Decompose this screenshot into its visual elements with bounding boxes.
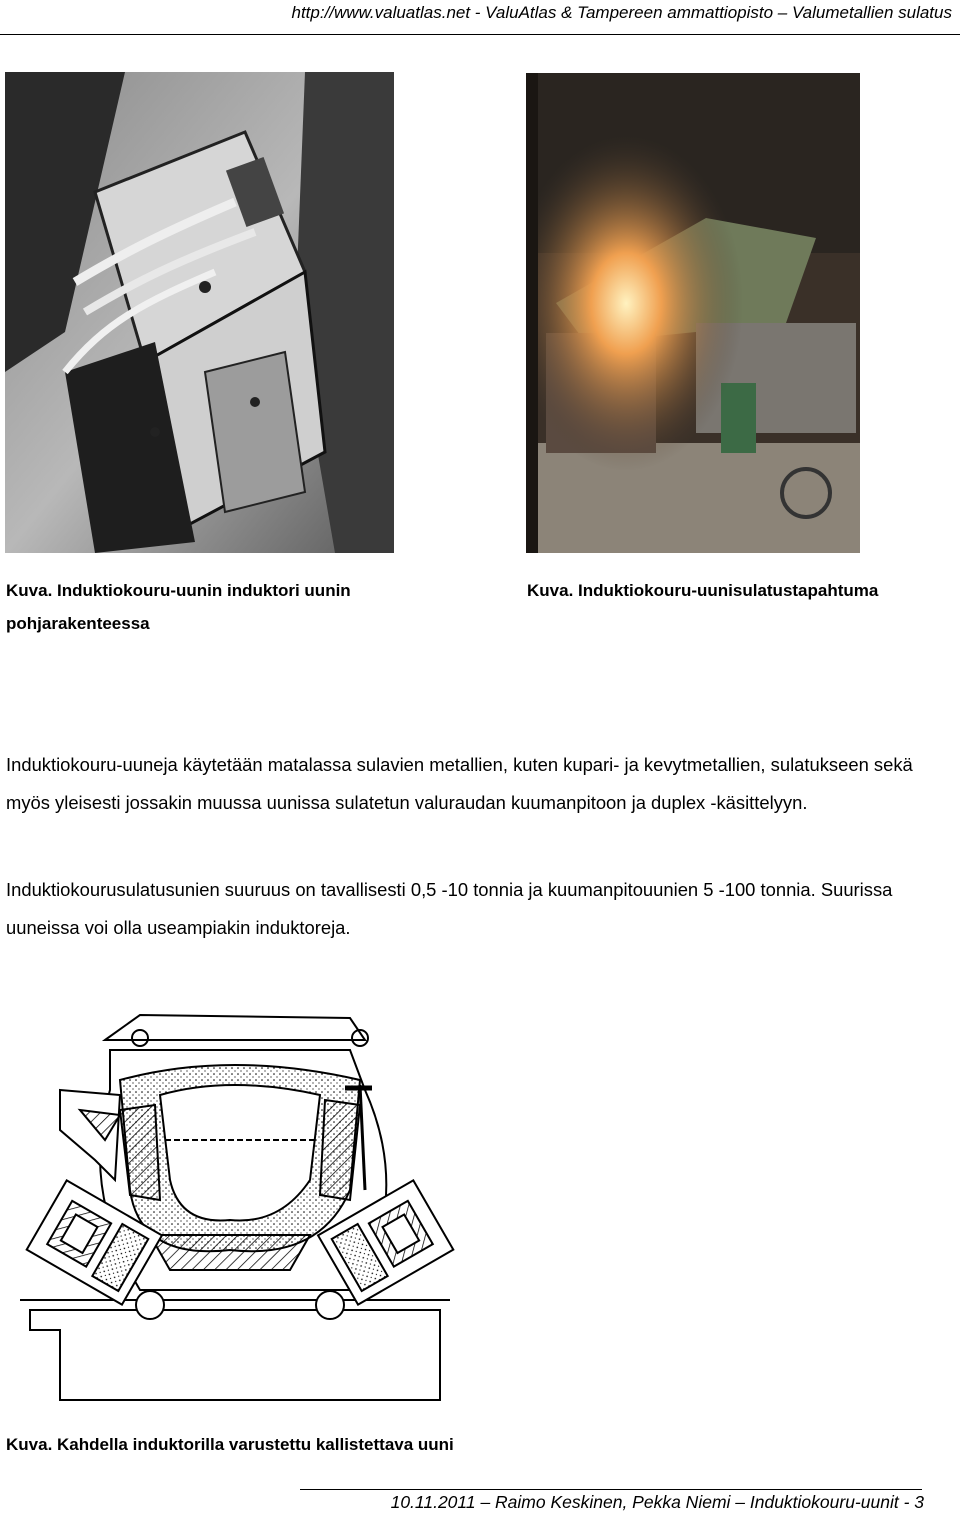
drawing-caption: Kuva. Kahdella induktorilla varustettu kallistettava uuni bbox=[6, 1435, 454, 1454]
header-url-text: http://www.valuatlas.net - ValuAtlas & Tampereen ammattiopisto – Valumetallien sulatus bbox=[291, 3, 952, 22]
furnace-photo bbox=[526, 73, 860, 553]
inductor-photo-caption: Kuva. Induktiokouru-uunin induktori uunin pohjarakenteessa bbox=[6, 581, 351, 633]
footer-divider bbox=[300, 1489, 922, 1490]
furnace-cross-section-drawing bbox=[20, 1000, 460, 1410]
furnace-photo-caption: Kuva. Induktiokouru-uunisulatustapahtuma bbox=[527, 581, 879, 600]
inductor-photo bbox=[5, 72, 394, 553]
paragraph-usage: Induktiokouru-uuneja käytetään matalassa sulavien metallien, kuten kupari- ja kevytmetallien, sulatukseen sekä myös yleisesti jossakin muussa uunissa sulatetun valuraudan kuumanpitoon ja duplex -käsittelyyn. bbox=[6, 754, 913, 814]
page-header bbox=[0, 0, 960, 35]
footer-text: 10.11.2011 – Raimo Keskinen, Pekka Niemi – Induktiokouru-uunit - 3 bbox=[390, 1492, 924, 1512]
paragraph-capacity: Induktiokourusulatusunien suuruus on tavallisesti 0,5 -10 tonnia ja kuumanpitouunien 5 -100 tonnia. Suurissa uuneissa voi olla useampiakin induktoreja. bbox=[6, 879, 893, 939]
